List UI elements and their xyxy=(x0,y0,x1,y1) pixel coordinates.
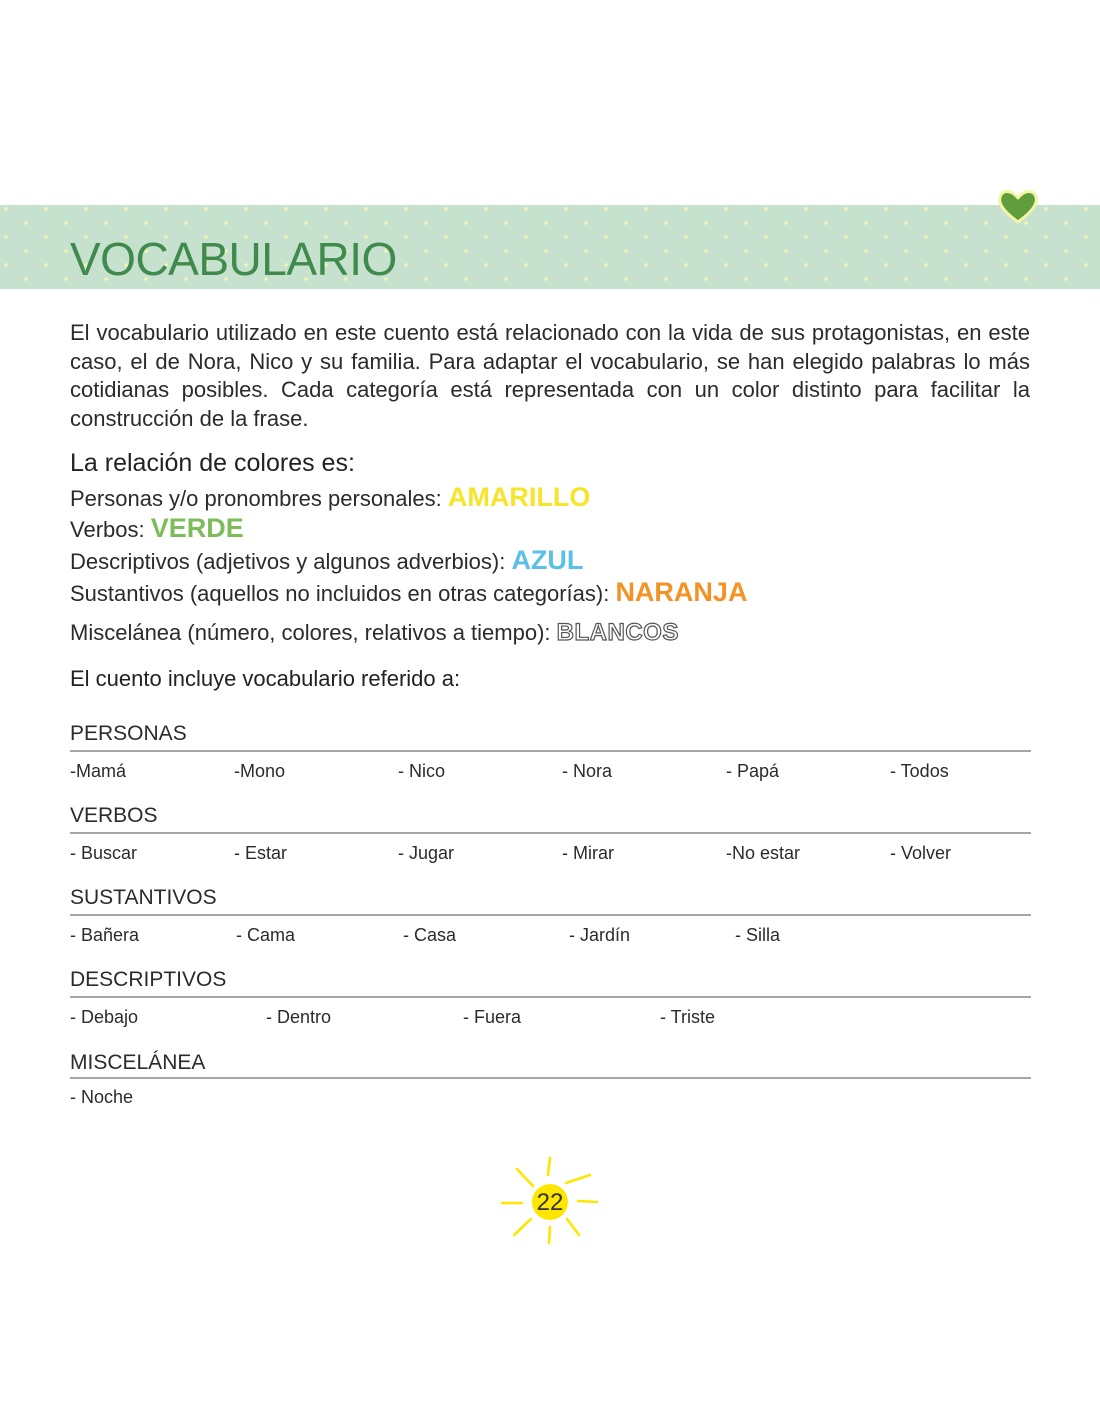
color-legend-value: VERDE xyxy=(150,513,244,543)
vocab-word: - Todos xyxy=(890,761,949,781)
color-legend-label: Verbos: xyxy=(70,517,145,542)
category-title-sustantivos: SUSTANTIVOS xyxy=(70,886,217,909)
vocab-word: - Silla xyxy=(735,925,781,945)
vocab-word: - Triste xyxy=(660,1007,716,1027)
vocab-word: -Mono xyxy=(234,761,286,781)
heart-icon xyxy=(996,186,1040,226)
page-title: VOCABULARIO xyxy=(70,233,397,285)
category-divider xyxy=(70,832,1031,834)
vocab-word: - Jugar xyxy=(398,843,455,863)
vocab-word: - Papá xyxy=(726,761,780,781)
includes-heading: El cuento incluye vocabulario referido a: xyxy=(70,666,461,691)
color-legend-label: Personas y/o pronombres personales: xyxy=(70,486,442,511)
color-legend-personas xyxy=(70,482,590,513)
color-legend-value: AZUL xyxy=(511,545,584,575)
color-legend-label: Descriptivos (adjetivos y algunos adverbios): xyxy=(70,549,506,574)
vocab-word: - Dentro xyxy=(266,1007,332,1027)
page-number: 22 xyxy=(536,1189,564,1216)
category-title-miscelanea: MISCELÁNEA xyxy=(70,1051,206,1074)
category-divider xyxy=(70,996,1031,998)
vocab-word: -Mamá xyxy=(70,761,127,781)
vocab-word: -No estar xyxy=(726,843,801,863)
vocab-word: - Nora xyxy=(562,761,613,781)
vocab-word: - Mirar xyxy=(562,843,614,863)
category-divider xyxy=(70,750,1031,752)
color-legend-verbos xyxy=(70,513,244,544)
color-legend-label: Miscelánea (número, colores, relativos a tiempo): xyxy=(70,620,551,645)
vocab-word: - Debajo xyxy=(70,1007,139,1027)
color-legend-miscelanea xyxy=(70,619,679,647)
color-legend-value: AMARILLO xyxy=(447,482,591,512)
color-legend-label: Sustantivos (aquellos no incluidos en otras categorías): xyxy=(70,581,610,606)
category-divider xyxy=(70,914,1031,916)
color-legend-descriptivos xyxy=(70,545,583,576)
vocab-word: - Noche xyxy=(70,1087,134,1107)
vocab-word: - Volver xyxy=(890,843,952,863)
vocab-word: - Estar xyxy=(234,843,288,863)
color-legend-sustantivos xyxy=(70,577,747,608)
category-divider xyxy=(70,1077,1031,1079)
category-title-descriptivos: DESCRIPTIVOS xyxy=(70,968,227,991)
colors-heading: La relación de colores es: xyxy=(70,449,355,477)
color-legend-value: NARANJA xyxy=(615,577,748,607)
category-title-personas: PERSONAS xyxy=(70,722,187,745)
vocab-word: - Jardín xyxy=(569,925,631,945)
vocab-word: - Casa xyxy=(403,925,457,945)
vocab-word: - Fuera xyxy=(463,1007,522,1027)
category-title-verbos: VERBOS xyxy=(70,804,158,827)
vocab-word: - Buscar xyxy=(70,843,138,863)
intro-paragraph: El vocabulario utilizado en este cuento está relacionado con la vida de sus protagonistas, en este caso, el de Nora, Nico y su familia. Para adaptar el vocabulario, se han elegido palabras lo más cotidianas posibles. Cada categoría está representada con un color distinto para facilitar la construcción de la frase. xyxy=(70,320,1030,431)
vocab-word: - Nico xyxy=(398,761,446,781)
color-legend-value: BLANCOS xyxy=(556,619,679,646)
vocab-word: - Cama xyxy=(236,925,296,945)
vocab-word: - Bañera xyxy=(70,925,140,945)
